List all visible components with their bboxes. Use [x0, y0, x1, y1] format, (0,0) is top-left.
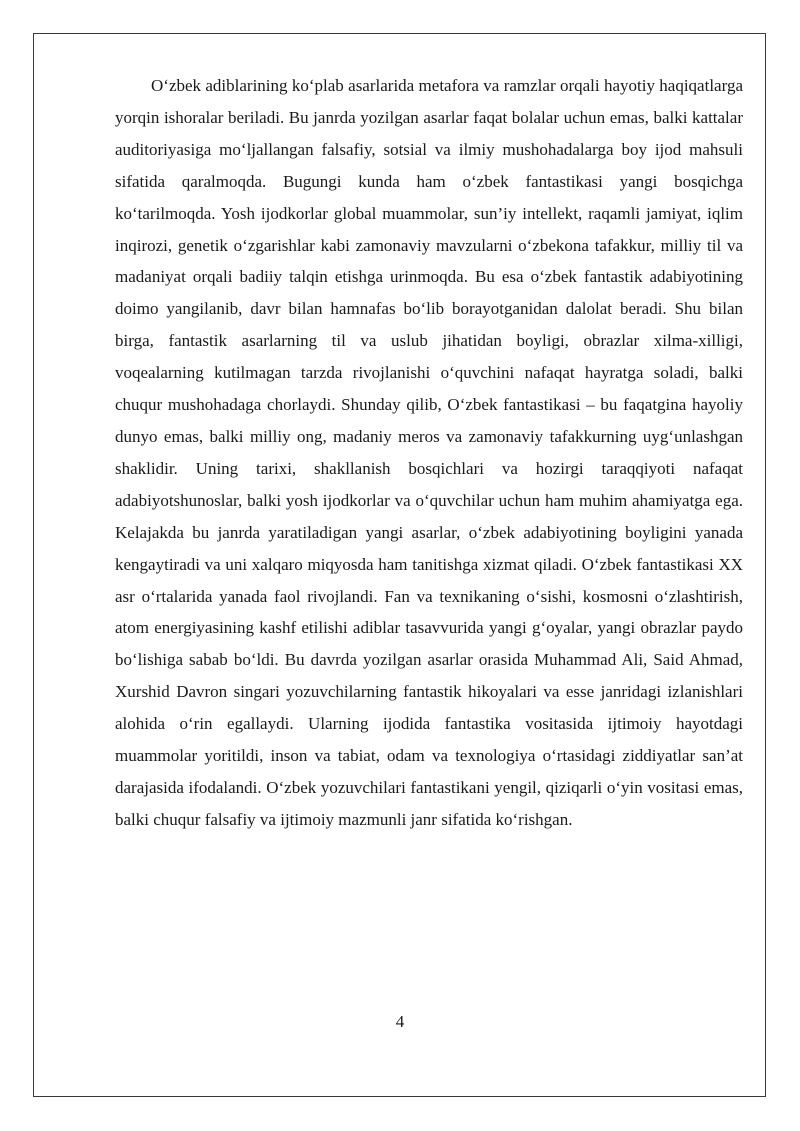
body-paragraph: O‘zbek adiblarining ko‘plab asarlarida metafora va ramzlar orqali hayotiy haqiqatlarga yorqin ishoralar beriladi. Bu janrda yozilgan asarlar faqat bolalar uchun emas, balki kattalar auditoriyasiga mo‘ljallangan falsafiy, sotsial va ilmiy mushohadalarga boy ijod mahsuli sifatida qaralmoqda. Bugungi kunda ham o‘zbek fantastikasi yangi bosqichga ko‘tarilmoqda. Yosh ijodkorlar global muammolar, sun’iy intellekt, raqamli jamiyat, iqlim inqirozi, genetik o‘zgarishlar kabi zamonaviy mavzularni o‘zbekona tafakkur, milliy til va madaniyat orqali badiiy talqin etishga urinmoqda. Bu esa o‘zbek fantastik adabiyotining doimo yangilanib, davr bilan hamnafas bo‘lib borayotganidan dalolat beradi. Shu bilan birga, fantastik asarlarning til va uslub jihatidan boyligi, obrazlar xilma-xilligi, voqealarning kutilmagan tarzda rivojlanishi o‘quvchini nafaqat hayratga soladi, balki chuqur mushohadaga chorlaydi. Shunday qilib, O‘zbek fantastikasi – bu faqatgina hayoliy dunyo emas, balki milliy ong, madaniy meros va zamonaviy tafakkurning uyg‘unlashgan shaklidir. Uning tarixi, shakllanish bosqichlari va hozirgi taraqqiyoti nafaqat adabiyotshunoslar, balki yosh ijodkorlar va o‘quvchilar uchun ham muhim ahamiyatga ega. Kelajakda bu janrda yaratiladigan yangi asarlar, o‘zbek adabiyotining boyligini yanada kengaytiradi va uni xalqaro miqyosda ham tanitishga xizmat qiladi. O‘zbek fantastikasi XX asr o‘rtalarida yanada faol rivojlandi. Fan va texnikaning o‘sishi, kosmosni o‘zlashtirish, atom energiyasining kashf etilishi adiblar tasavvurida yangi g‘oyalar, yangi obrazlar paydo bo‘lishiga sabab bo‘ldi. Bu davrda yozilgan asarlar orasida Muhammad Ali, Said Ahmad, Xurshid Davron singari yozuvchilarning fantastik hikoyalari va esse janridagi izlanishlari alohida o‘rin egallaydi. Ularning ijodida fantastika vositasida ijtimoiy hayotdagi muammolar yoritildi, inson va tabiat, odam va texnologiya o‘rtasidagi ziddiyatlar san’at darajasida ifodalandi. O‘zbek yozuvchilari fantastikani yengil, qiziqarli o‘yin vositasi emas, balki chuqur falsafiy va ijtimoiy mazmunli janr sifatida ko‘rishgan.: [115, 76, 743, 829]
page-number: 4: [395, 1012, 405, 1031]
